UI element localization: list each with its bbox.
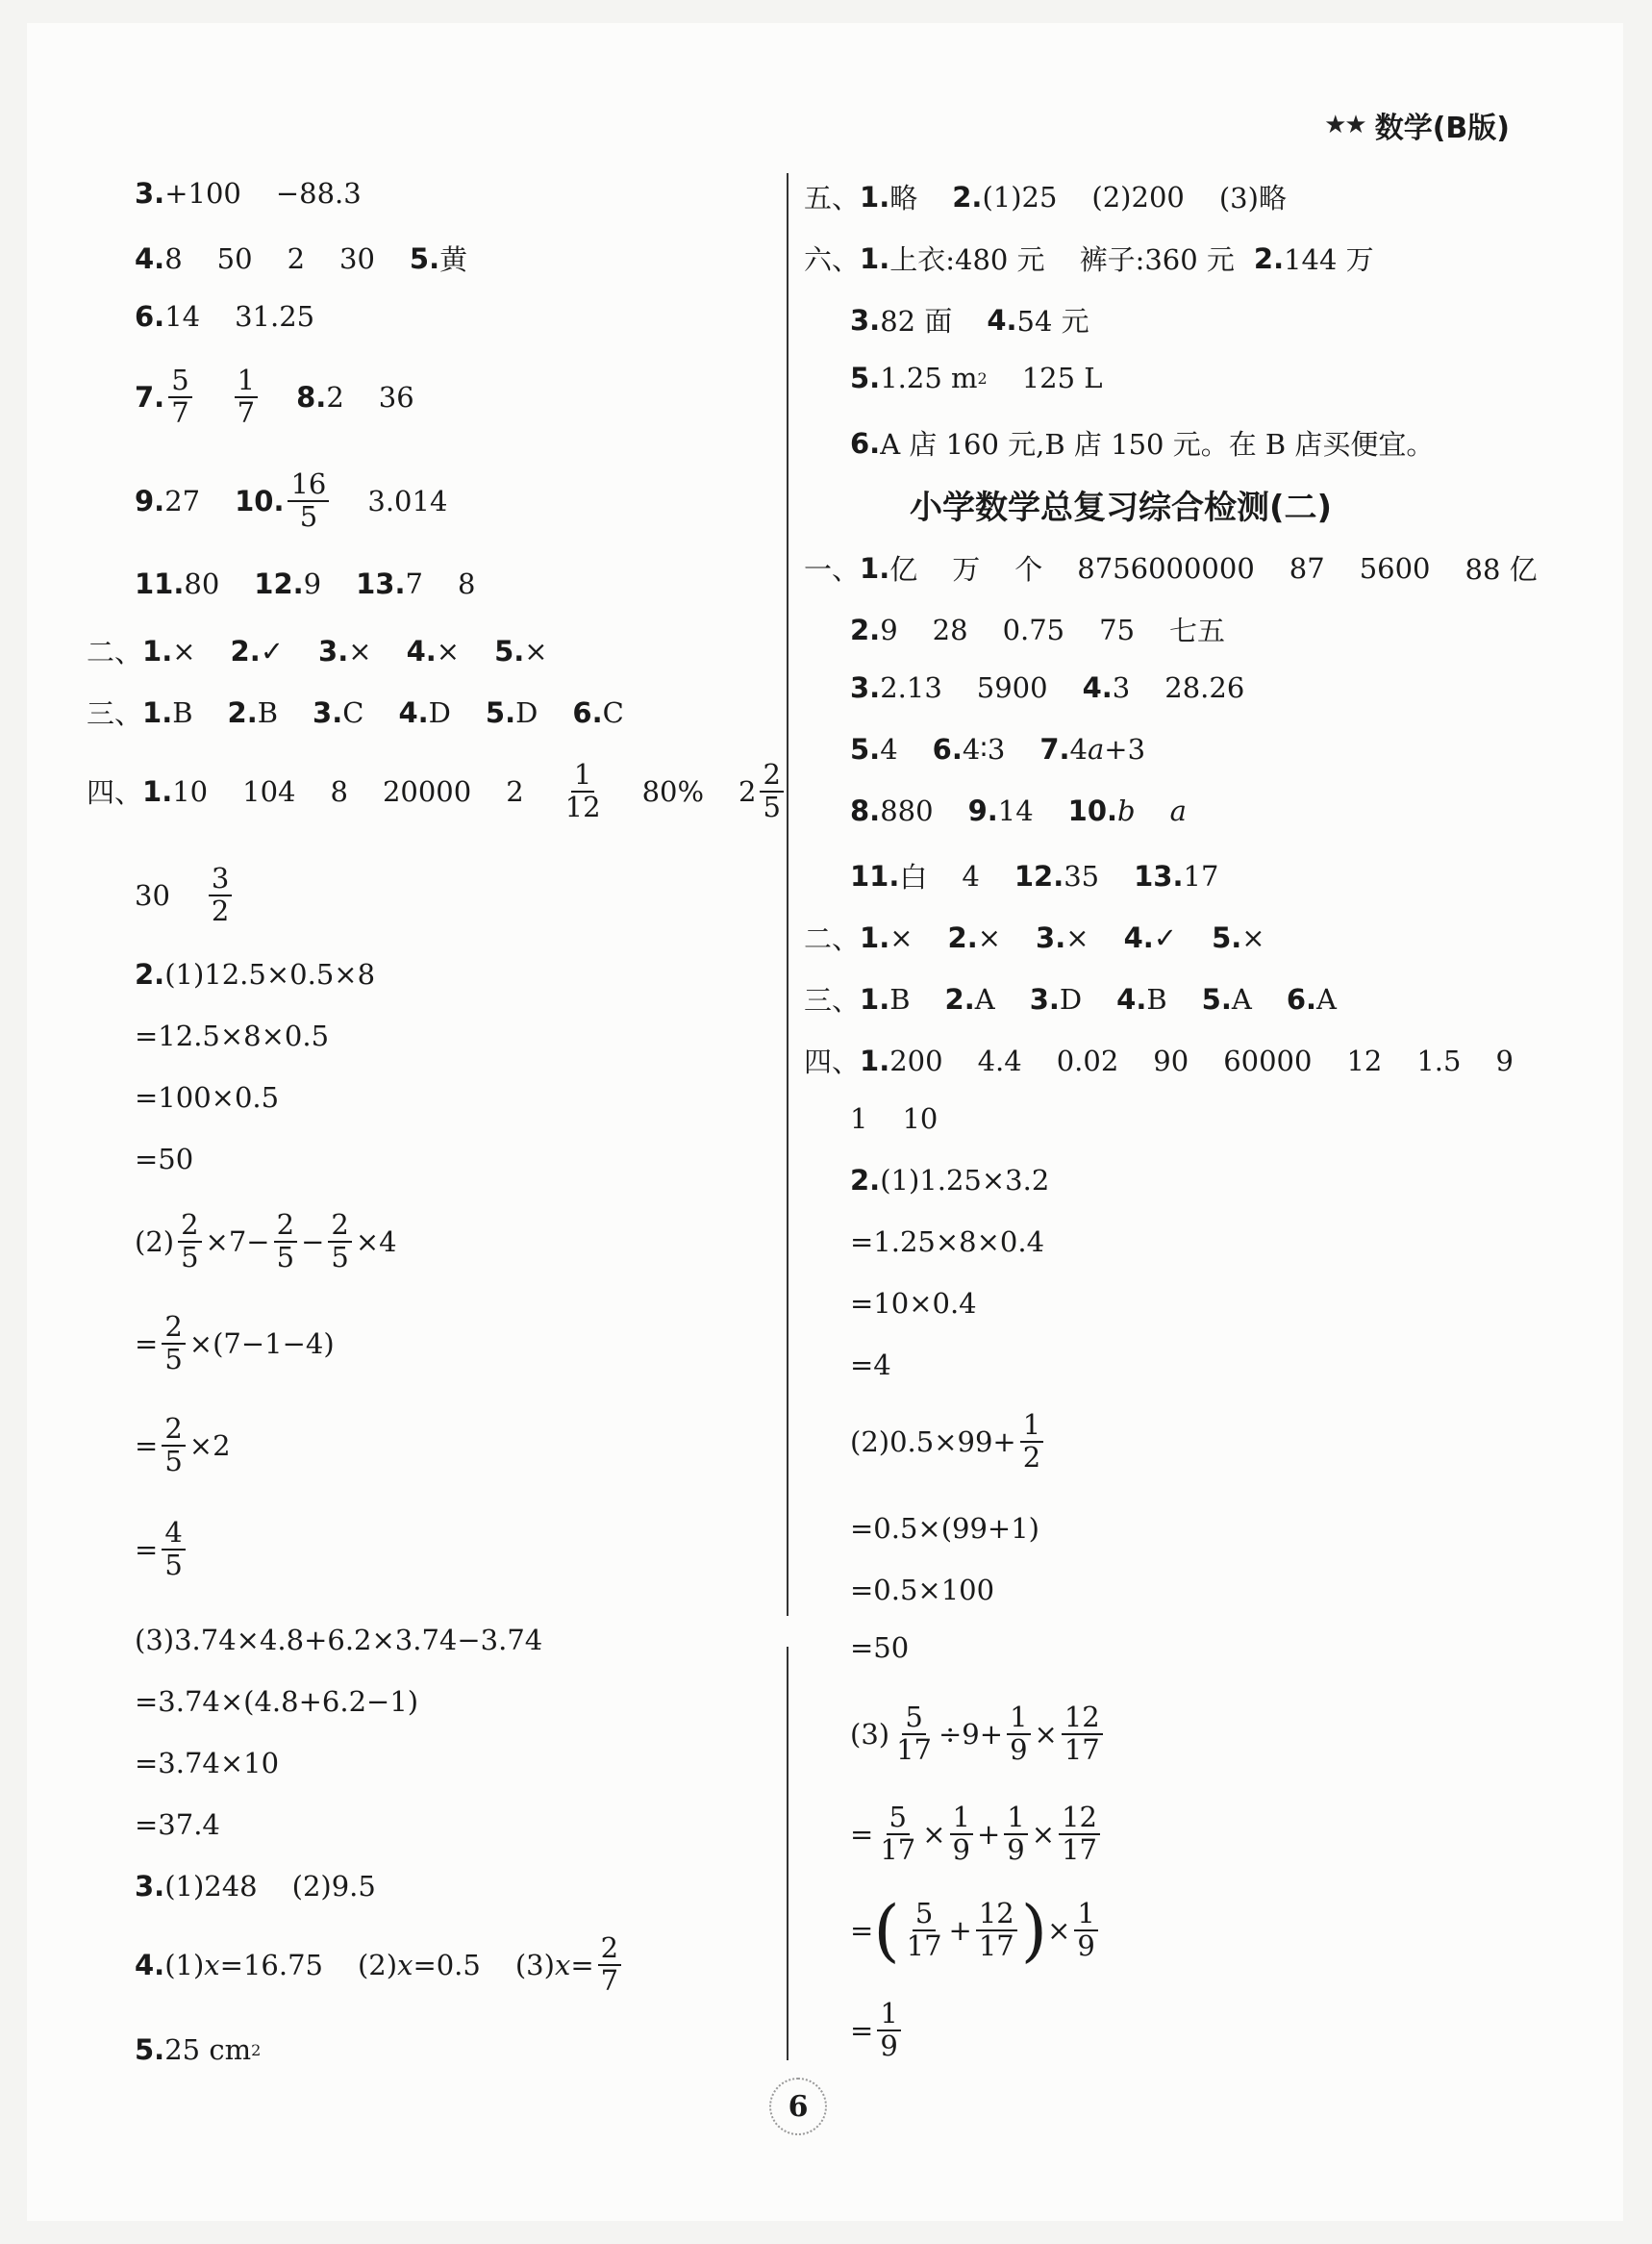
fraction: $\frac{12}{17}$ (1062, 1702, 1103, 1766)
calc-line: =1.25×8×0.4 (850, 1225, 1045, 1258)
calc-line: 2. (1)1.25×3.2 (850, 1164, 1050, 1197)
calc-line: =50 (135, 1143, 194, 1175)
calc-line: =100×0.5 (135, 1081, 280, 1114)
fraction: $\frac{1}{9}$ (1004, 1803, 1027, 1866)
answer-line: 五、 1. 略 2. (1)25 (2)200 (3)略 (804, 180, 1287, 214)
calc-line: 2. (1)12.5×0.5×8 (135, 958, 376, 991)
fraction: $\frac{2}{5}$ (162, 1312, 185, 1375)
fraction: $\frac{2}{5}$ (274, 1210, 297, 1273)
answer-line: 四、 1. 10 104 8 20000 2 $\frac{1}{12}$ 80% 2 $\frac{2}{5}$ (87, 760, 788, 823)
calc-line: =10×0.4 (850, 1287, 977, 1320)
fraction: $\frac{4}{5}$ (162, 1518, 185, 1581)
answer-line: 11. 80 12. 9 13. 7 8 (135, 567, 476, 600)
page-header (1324, 104, 1510, 146)
calc-line: = $\frac{2}{5}$ ×2 (135, 1412, 231, 1477)
calc-line: (2)0.5×99+ $\frac{1}{2}$ (850, 1410, 1047, 1474)
fraction: $\frac{1}{9}$ (1074, 1899, 1097, 1962)
fraction: $\frac{2}{5}$ (328, 1210, 351, 1273)
fraction: $\frac{12}{17}$ (1059, 1803, 1100, 1866)
fraction: $\frac{2}{5}$ (162, 1414, 185, 1477)
fraction: $\frac{1}{9}$ (877, 1999, 900, 2062)
answer-line: 三、 1. B 2. B 3. C 4. D 5. D 6. C (87, 695, 624, 730)
answer-line: 六、 1. 上衣:480 元 裤子:360 元 2. 144 万 (804, 241, 1374, 276)
fraction: $\frac{3}{2}$ (209, 864, 232, 927)
calc-line: =3.74×10 (135, 1747, 280, 1779)
subject-label: 数学(B版) (1374, 112, 1510, 145)
page-number: 6 (769, 2078, 827, 2135)
answer-line: 二、 1. × 2. ✓ 3. × 4. × 5. × (87, 634, 548, 668)
fraction: $\frac{5}{17}$ (896, 1701, 932, 1766)
fraction: $\frac{2}{5}$ (178, 1210, 201, 1273)
calc-line: = ( $\frac{5}{17}$ + $\frac{12}{17}$ ) × $\frac{1}{9}$ (850, 1897, 1102, 1964)
calc-line: =0.5×100 (850, 1574, 995, 1606)
calc-line: =4 (850, 1349, 891, 1381)
answer-line: 5. 25 cm 2 (135, 2033, 262, 2066)
answer-line: 三、 1. B 2. A 3. D 4. B 5. A 6. A (804, 982, 1337, 1017)
calc-line: = $\frac{5}{17}$ × $\frac{1}{9}$ + $\frac{1}{9}$ × $\frac{12}{17}$ (850, 1803, 1104, 1866)
fraction: $\frac{5}{17}$ (906, 1897, 942, 1962)
answer-line: 2. 9 28 0.75 75 七五 (850, 613, 1226, 647)
calc-line: = $\frac{1}{9}$ (850, 1999, 905, 2062)
column-divider (787, 173, 788, 1616)
section-title: 小学数学总复习综合检测(二) (910, 489, 1333, 527)
calc-line: =12.5×8×0.5 (135, 1020, 330, 1052)
answer-line: 四、 1. 200 4.4 0.02 90 60000 12 1.5 9 (804, 1044, 1514, 1078)
fraction: $\frac{1}{7}$ (235, 366, 258, 429)
calc-line: =3.74×(4.8+6.2−1) (135, 1685, 419, 1718)
fraction: $\frac{5}{17}$ (880, 1801, 916, 1866)
fraction: $\frac{1}{2}$ (1020, 1410, 1043, 1474)
calc-line: (2) $\frac{2}{5}$ ×7− $\frac{2}{5}$ − $\frac{2}{5}$ ×4 (135, 1208, 397, 1273)
fraction: $\frac{2}{5}$ (760, 760, 783, 823)
calc-line: =37.4 (135, 1808, 220, 1841)
fraction: $\frac{1}{9}$ (950, 1803, 973, 1866)
answer-line: 二、 1. × 2. × 3. × 4. ✓ 5. × (804, 920, 1265, 955)
fraction: $\frac{2}{7}$ (598, 1933, 621, 1997)
star-icons: ★★ (1324, 111, 1365, 139)
calc-line: (3) $\frac{5}{17}$ ÷9+ $\frac{1}{9}$ × $\frac{12}{17}$ (850, 1702, 1107, 1766)
answer-line: 1 10 (850, 1102, 939, 1135)
fraction: $\frac{12}{17}$ (976, 1899, 1017, 1962)
column-divider-lower (787, 1647, 788, 2060)
answer-line: 6. 14 31.25 (135, 300, 315, 333)
answer-line: 3. (1)248 (2)9.5 (135, 1870, 376, 1903)
answer-line: 3. +100 −88.3 (135, 177, 362, 210)
answer-line: 5. 4 6. 4∶3 7. 4 a +3 (850, 733, 1146, 766)
answer-line: 11. 白 4 12. 35 13. 17 (850, 859, 1219, 894)
calc-line: = $\frac{4}{5}$ (135, 1518, 189, 1581)
answer-line: 一、 1. 亿 万 个 8756000000 87 5600 88 亿 (804, 551, 1538, 586)
answer-line: 6. A 店 160 元,B 店 150 元。在 B 店买便宜。 (850, 426, 1435, 461)
answer-line: 4. 8 50 2 30 5. 黄 (135, 241, 468, 276)
calc-line: =50 (850, 1631, 910, 1664)
calc-line: (3)3.74×4.8+6.2×3.74−3.74 (135, 1624, 543, 1656)
answer-line: 8. 880 9. 14 10. b a (850, 794, 1187, 827)
answer-line: 3. 82 面 4. 54 元 (850, 303, 1089, 338)
calc-line: = $\frac{2}{5}$ ×(7−1−4) (135, 1310, 335, 1375)
answer-line: 5. 1.25 m 2 125 L (850, 362, 1103, 394)
answer-line: 7. $\frac{5}{7}$ $\frac{1}{7}$ 8. 2 36 (135, 364, 414, 429)
answer-line: 30 $\frac{3}{2}$ (135, 864, 236, 927)
fraction: $\frac{1}{12}$ (564, 758, 601, 823)
answer-line: 3. 2.13 5900 4. 3 28.26 (850, 671, 1245, 704)
calc-line: =0.5×(99+1) (850, 1512, 1039, 1545)
fraction: $\frac{16}{5}$ (288, 469, 329, 533)
answer-line: 9. 27 10. $\frac{16}{5}$ 3.014 (135, 467, 448, 533)
answer-line: 4. (1) x =16.75 (2) x =0.5 (3) x = $\frac{2}{7}$ (135, 1933, 625, 1997)
fraction: $\frac{5}{7}$ (168, 366, 191, 429)
fraction: $\frac{1}{9}$ (1007, 1702, 1030, 1766)
